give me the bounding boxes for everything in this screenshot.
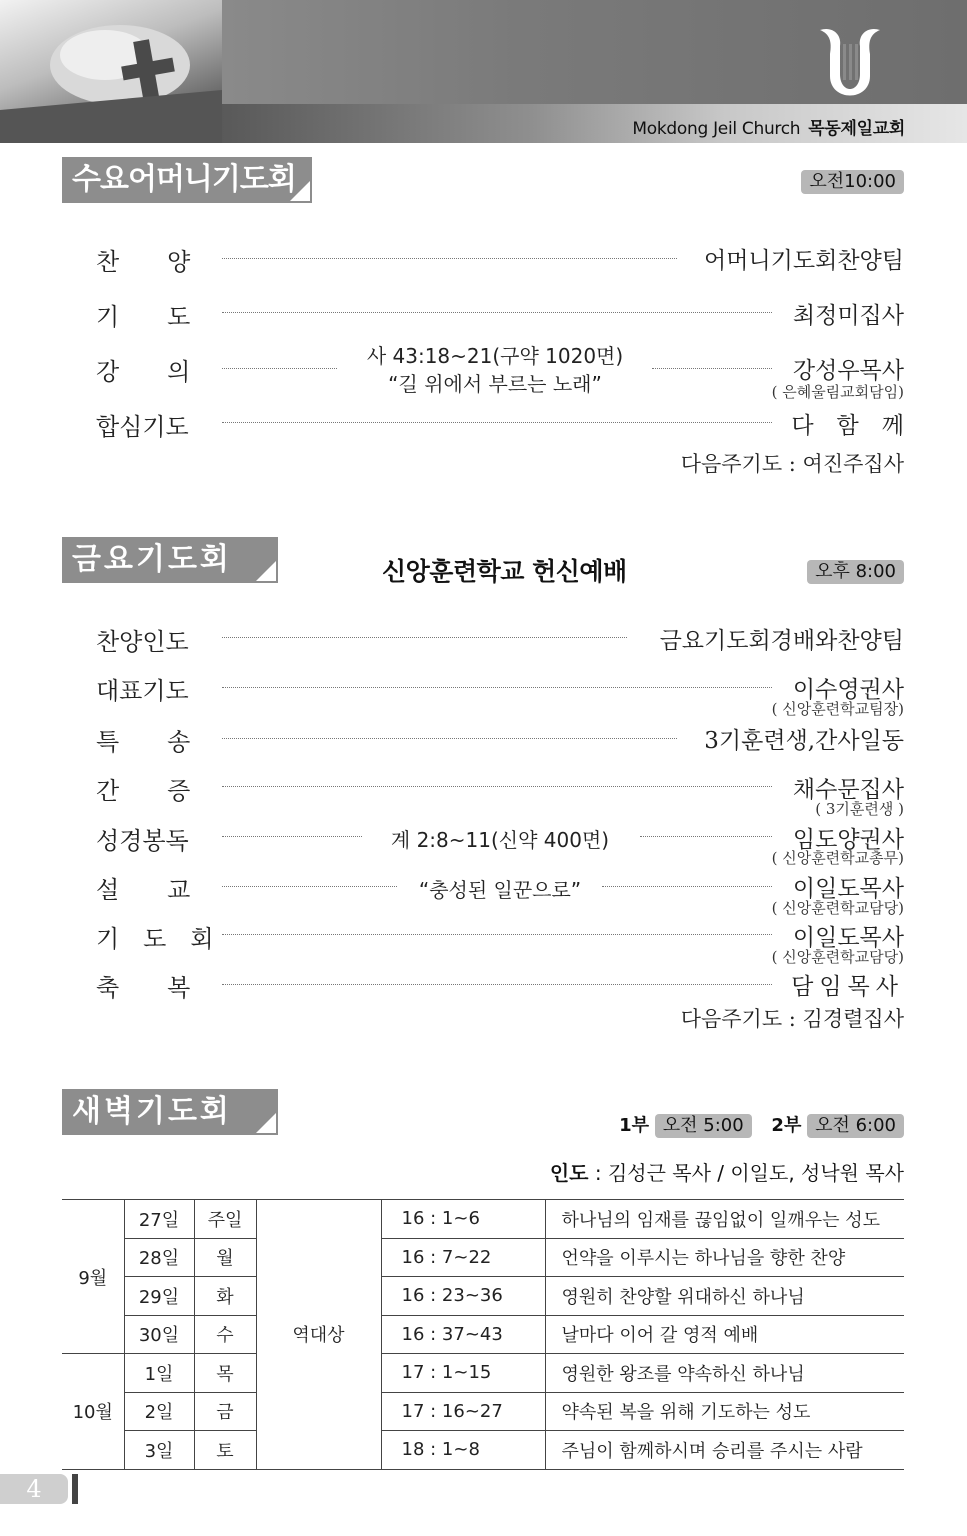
dawn-leader (550, 1157, 904, 1186)
day-cell: 금 (194, 1392, 256, 1431)
date-cell: 28일 (124, 1238, 194, 1277)
fri-subtitle: 신앙훈련학교 헌신예배 (382, 557, 627, 586)
fri-row-label: 축 복 (96, 974, 191, 1002)
fri-row-label: 설 교 (96, 876, 191, 904)
fri-sermon-title: “충성된 일꾼으로” (418, 878, 582, 902)
topic-cell: 영원히 찬양할 위대하신 하나님 (545, 1277, 904, 1316)
leader-dots (652, 368, 772, 369)
leader-dots (222, 422, 772, 423)
wed-row-value: 다 함 께 (791, 413, 904, 439)
page-number-bar (72, 1474, 78, 1504)
dawn-times (619, 1111, 904, 1138)
fri-section-title: 금요기도회 (62, 537, 278, 583)
topic-cell: 영원한 왕조를 약속하신 하나님 (545, 1354, 904, 1393)
part2-label: 2부 (771, 1115, 802, 1136)
part1-label: 1부 (619, 1115, 650, 1136)
table-row (62, 1315, 904, 1354)
date-cell: 29일 (124, 1277, 194, 1316)
date-cell: 30일 (124, 1315, 194, 1354)
topic-cell: 약속된 복을 위해 기도하는 성도 (545, 1392, 904, 1431)
passage-cell: 16 : 23~36 (381, 1277, 545, 1316)
fri-row-label: 성경봉독 (96, 827, 189, 855)
fri-row-sub: ( 신앙훈련학교담당) (771, 899, 904, 917)
fri-row-value: 임도양권사 (792, 827, 904, 853)
wed-row-label: 찬 양 (96, 248, 191, 276)
wed-section-title: 수요어머니기도회 (62, 157, 312, 203)
corner-mark-icon (290, 181, 310, 201)
leader-dots (222, 886, 397, 887)
passage-cell: 17 : 16~27 (381, 1392, 545, 1431)
church-name-ko: 목동제일교회 (808, 119, 905, 139)
fri-row-value: 이일도목사 (792, 876, 904, 902)
leader-dots (222, 637, 627, 638)
leader-dots (222, 836, 362, 837)
leader-dots (222, 312, 772, 313)
leader-dots (222, 368, 337, 369)
dawn-schedule-table (62, 1199, 904, 1470)
table-row (62, 1431, 904, 1470)
day-cell: 수 (194, 1315, 256, 1354)
table-row (62, 1238, 904, 1277)
fri-scripture-passage: 계 2:8~11(신약 400면) (390, 828, 610, 852)
passage-cell: 16 : 1~6 (381, 1200, 545, 1239)
wed-next-prayer: 다음주기도 : 여진주집사 (680, 452, 904, 476)
fri-row-value: 이일도목사 (792, 925, 904, 951)
fri-next-prayer: 다음주기도 : 김경렬집사 (680, 1007, 904, 1031)
fri-row-label: 대표기도 (96, 677, 189, 705)
topic-cell: 언약을 이루시는 하나님을 향한 찬양 (545, 1238, 904, 1277)
page-number: 4 (0, 1474, 68, 1504)
wed-row-value: 강성우목사 (792, 358, 904, 384)
fri-row-value: 3기훈련생,간사일동 (704, 728, 904, 754)
date-cell: 27일 (124, 1200, 194, 1239)
fri-row-value: 담임목사 (791, 974, 904, 1000)
fri-row-sub: ( 신앙훈련학교총무) (771, 849, 904, 867)
leader-label: 인도 (549, 1161, 589, 1185)
month-cell: 9월 (62, 1200, 124, 1354)
fri-row-value: 이수영권사 (792, 677, 904, 703)
wed-row-sub: ( 은혜울림교회담임) (771, 383, 904, 401)
wed-lecture-passage: 사 43:18~21(구약 1020면) (366, 344, 624, 368)
passage-cell: 16 : 7~22 (381, 1238, 545, 1277)
topic-cell: 날마다 이어 갈 영적 예배 (545, 1315, 904, 1354)
fri-time-badge: 오후 8:00 (807, 560, 904, 584)
table-row (62, 1392, 904, 1431)
dawn-section-title: 새벽기도회 (62, 1089, 278, 1135)
fri-row-sub: ( 신앙훈련학교팀장) (771, 700, 904, 718)
leader-names: : 김성근 목사 / 이일도, 성낙원 목사 (588, 1161, 904, 1185)
fri-row-label: 간 증 (96, 777, 191, 805)
date-cell: 1일 (124, 1354, 194, 1393)
leader-dots (222, 786, 772, 787)
wed-row-label: 기 도 (96, 303, 191, 331)
month-cell: 10월 (62, 1354, 124, 1470)
day-cell: 토 (194, 1431, 256, 1470)
praying-hands-cross-icon (0, 0, 222, 143)
leader-dots (640, 836, 772, 837)
church-name (632, 114, 905, 139)
leader-dots (222, 984, 772, 985)
passage-cell: 18 : 1~8 (381, 1431, 545, 1470)
wed-lecture-title: “길 위에서 부르는 노래” (388, 372, 602, 396)
header-photo (0, 0, 222, 143)
part1-time-badge: 오전 5:00 (655, 1114, 752, 1138)
corner-mark-icon (256, 1113, 276, 1133)
table-row (62, 1200, 904, 1239)
leader-dots (222, 934, 772, 935)
fri-row-label: 기 도 회 (96, 925, 214, 953)
fri-row-label: 찬양인도 (96, 628, 189, 656)
leader-dots (602, 886, 772, 887)
wed-time-badge: 오전10:00 (801, 170, 904, 194)
wed-row-value: 어머니기도회찬양팀 (704, 248, 904, 274)
corner-mark-icon (256, 561, 276, 581)
passage-cell: 17 : 1~15 (381, 1354, 545, 1393)
fri-row-sub: ( 신앙훈련학교담당) (771, 948, 904, 966)
day-cell: 월 (194, 1238, 256, 1277)
topic-cell: 하나님의 임재를 끊임없이 일깨우는 성도 (545, 1200, 904, 1239)
day-cell: 화 (194, 1277, 256, 1316)
topic-cell: 주님이 함께하시며 승리를 주시는 사람 (545, 1431, 904, 1470)
wed-row-value: 최정미집사 (792, 303, 904, 329)
fri-row-value: 채수문집사 (792, 777, 904, 803)
fri-row-value: 금요기도회경배와찬양팀 (659, 628, 904, 654)
passage-cell: 16 : 37~43 (381, 1315, 545, 1354)
table-row (62, 1277, 904, 1316)
church-name-en: Mokdong Jeil Church (632, 119, 801, 139)
wed-row-label: 합심기도 (96, 413, 189, 441)
leader-dots (222, 738, 677, 739)
lyre-dove-icon (812, 24, 888, 102)
date-cell: 3일 (124, 1431, 194, 1470)
date-cell: 2일 (124, 1392, 194, 1431)
book-cell: 역대상 (256, 1200, 381, 1470)
part2-time-badge: 오전 6:00 (807, 1114, 904, 1138)
wed-row-label: 강 의 (96, 358, 191, 386)
day-cell: 주일 (194, 1200, 256, 1239)
fri-row-label: 특 송 (96, 728, 191, 756)
leader-dots (222, 258, 677, 259)
fri-row-sub: ( 3기훈련생 ) (815, 800, 904, 818)
day-cell: 목 (194, 1354, 256, 1393)
leader-dots (222, 687, 772, 688)
table-row (62, 1354, 904, 1393)
